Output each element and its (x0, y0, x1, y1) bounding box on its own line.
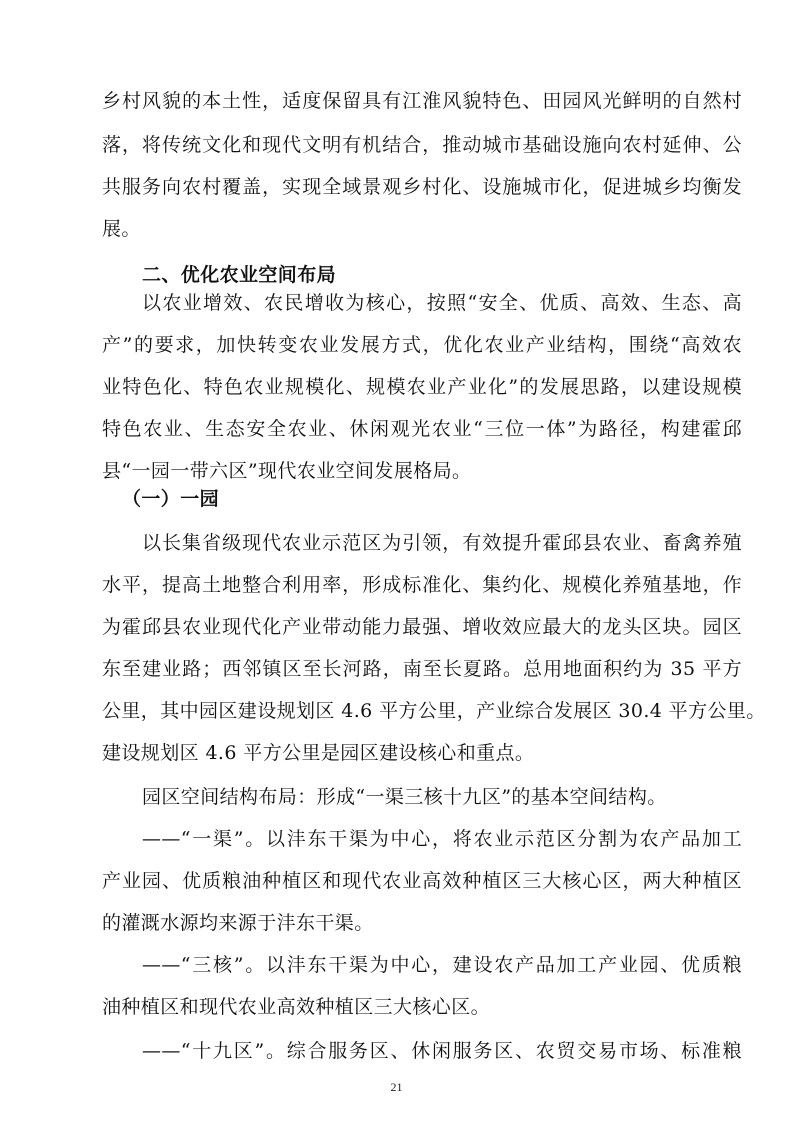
paragraph-line: ——“三核”。以沣东干渠为中心，建设农产品加工产业园、优质粮 (142, 954, 742, 976)
paragraph-line: 公里，其中园区建设规划区 4.6 平方公里，产业综合发展区 30.4 平方公里。 (102, 700, 766, 722)
paragraph-line: 东至建业路；西邻镇区至长河路，南至长夏路。总用地面积约为 35 平方 (102, 658, 742, 680)
paragraph-line: ——“一渠”。以沣东干渠为中心，将农业示范区分割为农产品加工 (142, 828, 742, 850)
paragraph-line: 产业园、优质粮油种植区和现代农业高效种植区三大核心区，两大种植区 (102, 870, 742, 892)
paragraph-line: 特色农业、生态安全农业、休闲观光农业“三位一体”为路径，构建霍邱 (102, 418, 742, 440)
paragraph-line: 园区空间结构布局：形成“一渠三核十九区”的基本空间结构。 (142, 786, 667, 808)
subsection-heading: （一）一园 (122, 488, 220, 510)
paragraph-line: 以长集省级现代农业示范区为引领，有效提升霍邱县农业、畜禽养殖 (142, 532, 742, 554)
paragraph-line: 乡村风貌的本土性，适度保留具有江淮风貌特色、田园风光鲜明的自然村 (102, 90, 742, 112)
paragraph-line: 油种植区和现代农业高效种植区三大核心区。 (102, 996, 491, 1018)
paragraph-line: 产”的要求，加快转变农业发展方式，优化农业产业结构，围绕“高效农 (102, 334, 742, 356)
paragraph-line: 以农业增效、农民增收为核心，按照“安全、优质、高效、生态、高 (142, 292, 742, 314)
paragraph-line: ——“十九区”。综合服务区、休闲服务区、农贸交易市场、标准粮 (142, 1040, 742, 1062)
section-heading: 二、优化农业空间布局 (142, 264, 337, 286)
paragraph-line: 业特色化、特色农业规模化、规模农业产业化”的发展思路，以建设规模 (102, 376, 742, 398)
paragraph-line: 的灌溉水源均来源于沣东干渠。 (102, 912, 374, 934)
paragraph-line: 水平，提高土地整合利用率，形成标准化、集约化、规模化养殖基地，作 (102, 574, 742, 596)
paragraph-line: 县“一园一带六区”现代农业空间发展格局。 (102, 460, 472, 482)
paragraph-line: 展。 (102, 218, 141, 240)
paragraph-line: 落，将传统文化和现代文明有机结合，推动城市基础设施向农村延伸、公 (102, 134, 742, 156)
paragraph-line: 为霍邱县农业现代化产业带动能力最强、增收效应最大的龙头区块。园区 (102, 616, 742, 638)
paragraph-line: 共服务向农村覆盖，实现全域景观乡村化、设施城市化，促进城乡均衡发 (102, 176, 742, 198)
page-number: 21 (390, 1080, 403, 1094)
paragraph-line: 建设规划区 4.6 平方公里是园区建设核心和重点。 (102, 742, 535, 764)
